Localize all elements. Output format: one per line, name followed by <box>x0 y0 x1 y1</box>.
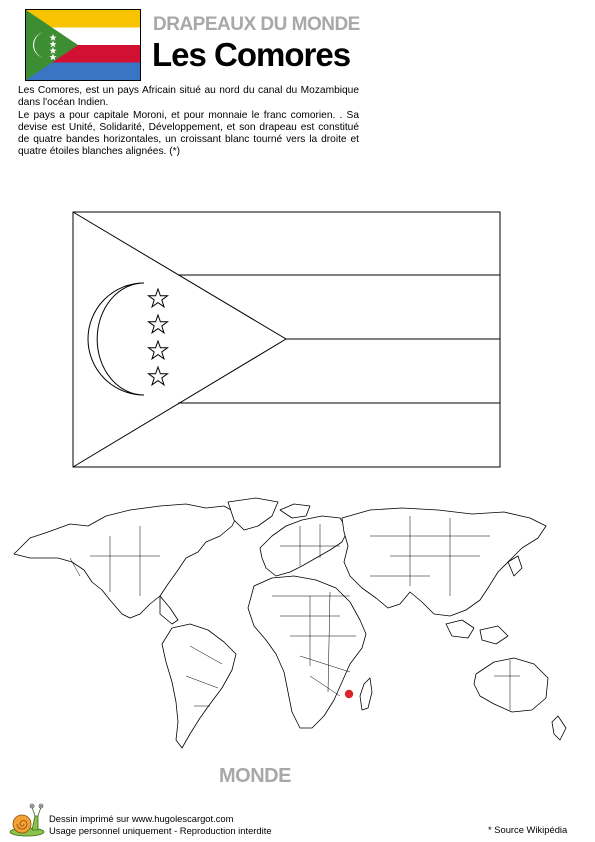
map-label: MONDE <box>219 765 291 787</box>
source-note: * Source Wikipédia <box>488 824 568 835</box>
page-title: Les Comores <box>152 36 351 73</box>
footer <box>49 813 272 836</box>
north-america-outline <box>14 504 238 618</box>
footer-credit: Dessin imprimé sur www.hugolescargot.com <box>49 813 234 824</box>
comoros-flag-colored <box>26 10 140 80</box>
greenland-outline <box>228 498 278 530</box>
series-title: DRAPEAUX DU MONDE <box>153 14 360 35</box>
flag-thumbnail <box>25 9 141 81</box>
description-paragraph-1: Les Comores, est un pays Africain situé au nord du canal du Mozambique dans l'océan Indien. <box>18 85 359 109</box>
description-paragraph-2: Le pays a pour capitale Moroni, et pour monnaie le franc comorien. . Sa devise est Unité, Solidarité, Développement, et son drapeau est constitué de quatre bandes horizontales, un croissant blanc tourné vers la droite et quatre étoiles blanches alignées. (*) <box>18 109 359 158</box>
flag-outline-drawing <box>72 211 502 469</box>
description <box>18 85 359 159</box>
south-america-outline <box>162 624 236 748</box>
madagascar-outline <box>360 678 372 710</box>
comoros-location-marker <box>345 690 353 698</box>
snail-logo-icon <box>8 800 46 838</box>
africa-outline <box>248 576 366 728</box>
australia-outline <box>474 658 548 712</box>
footer-usage: Usage personnel uniquement - Reproduction interdite <box>49 824 272 836</box>
world-map <box>10 496 585 766</box>
